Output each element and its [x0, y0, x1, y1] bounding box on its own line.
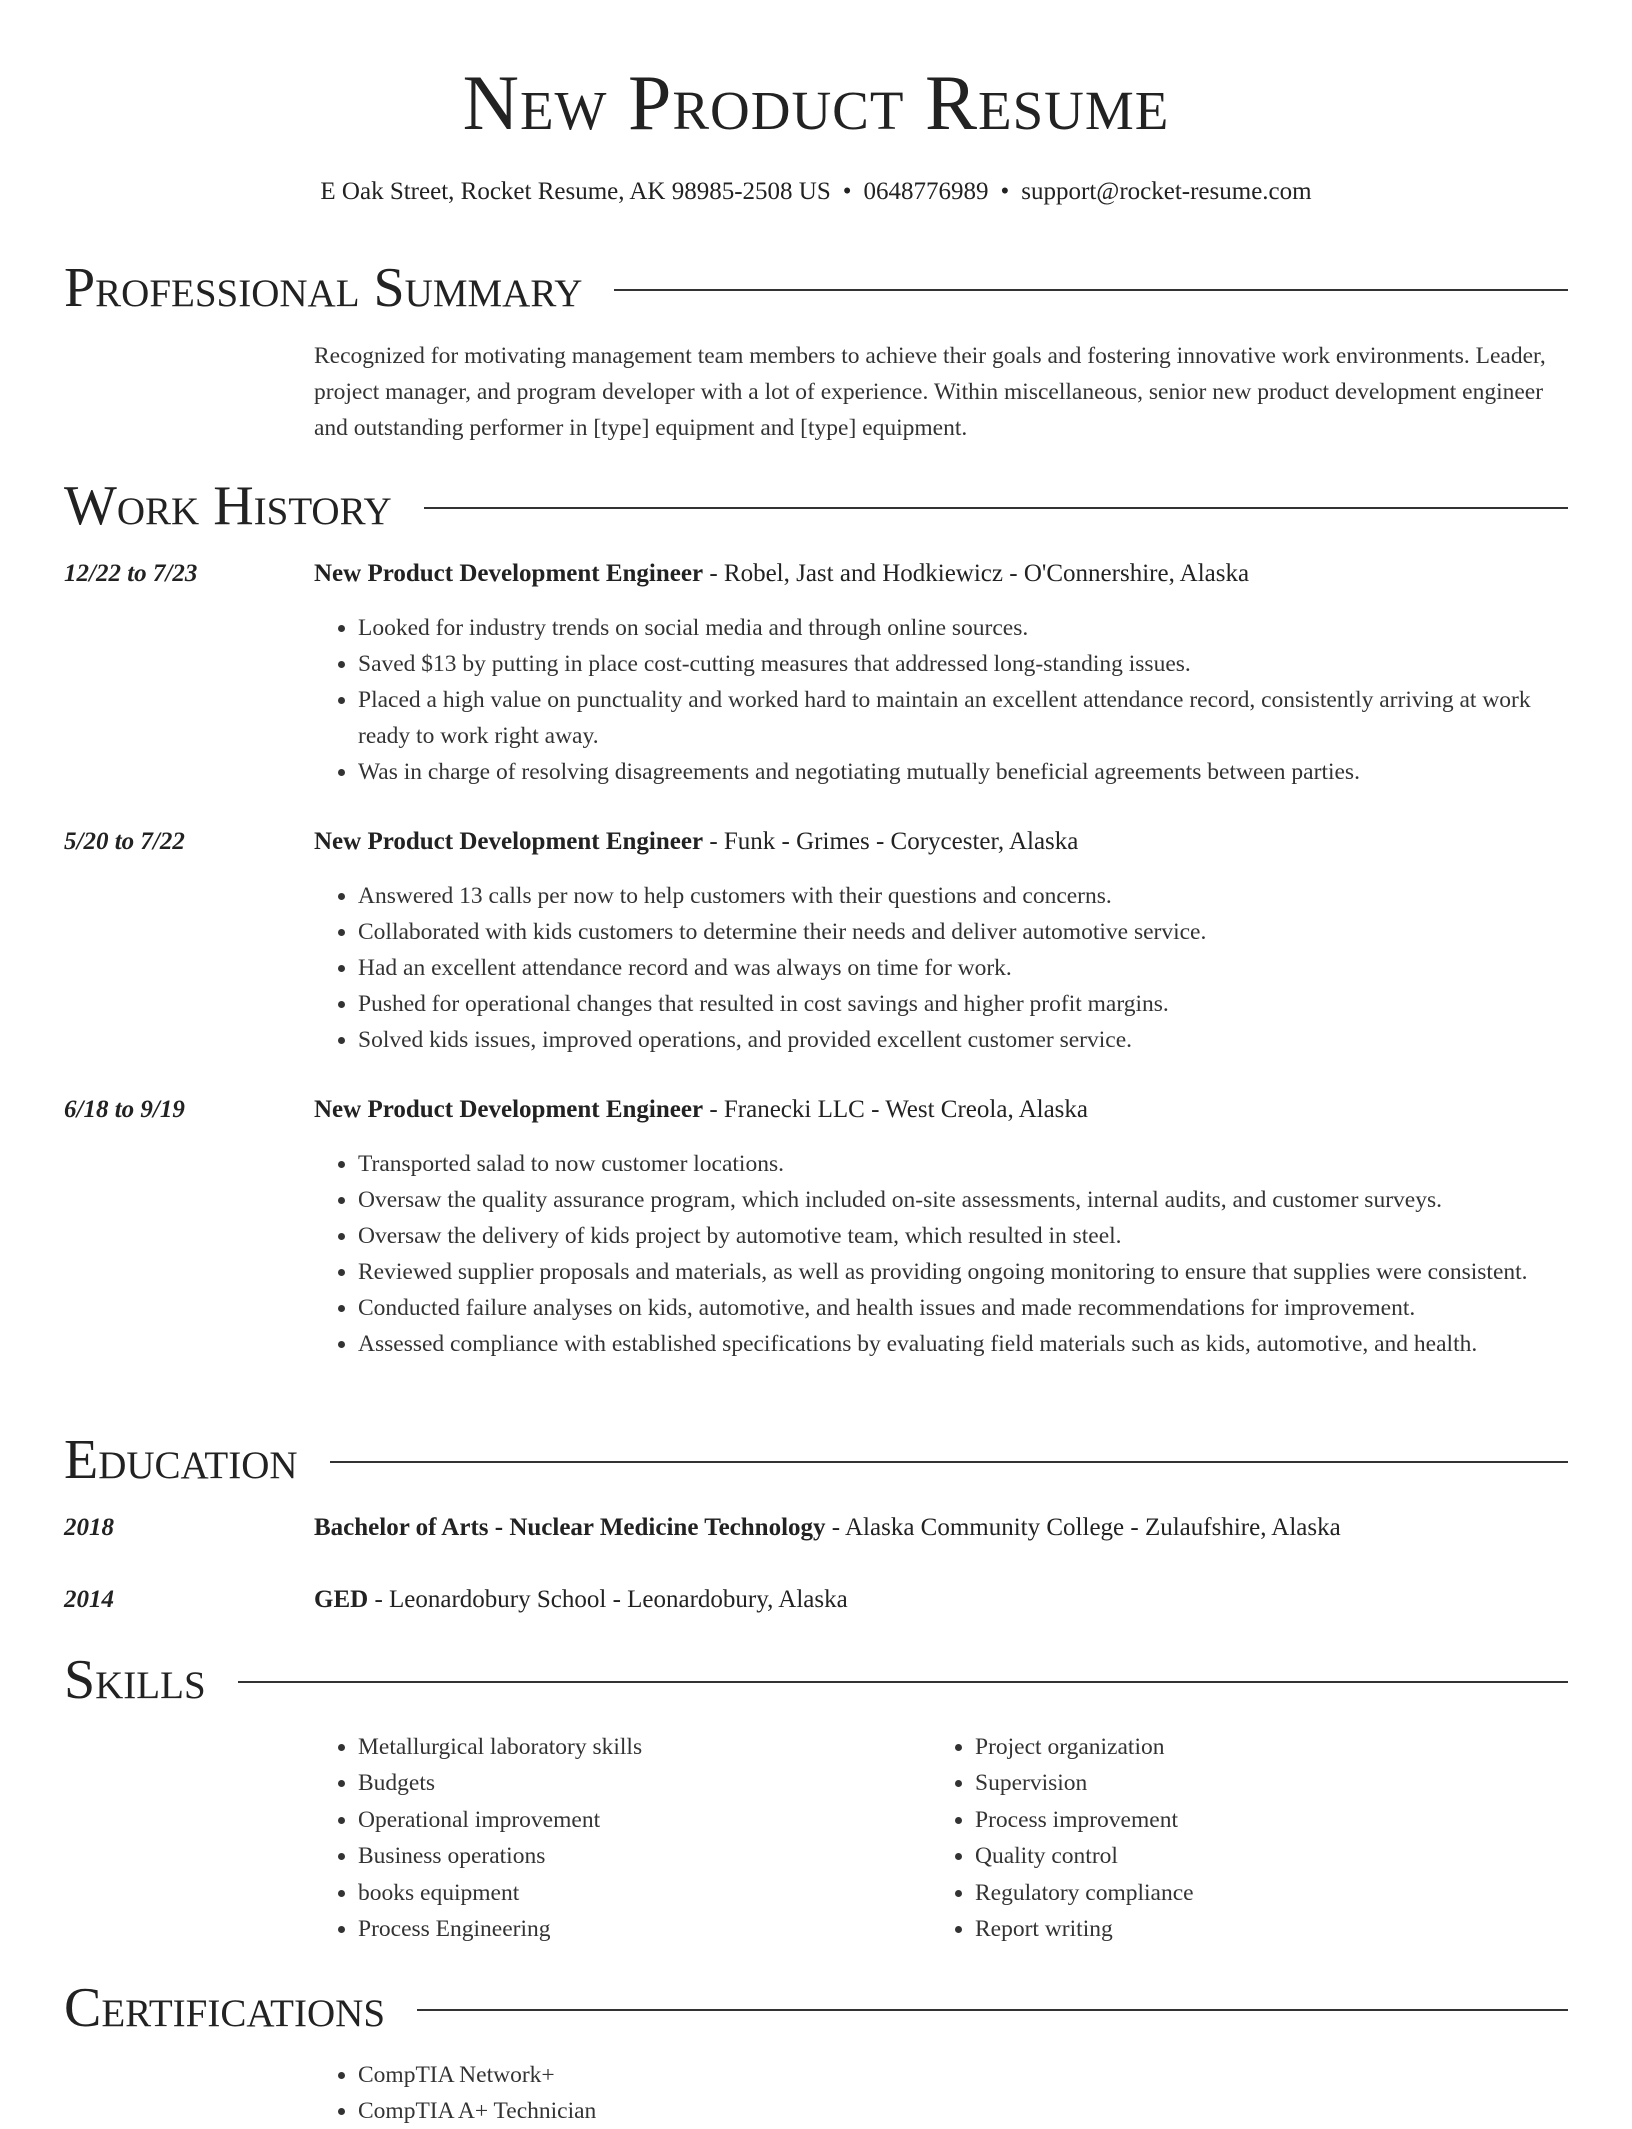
- job-bullets: [314, 878, 1568, 1058]
- section-rule: [424, 507, 1568, 509]
- section-title-certifications: Certifications: [64, 1977, 386, 2039]
- skill-item: • Report writing: [975, 1911, 1568, 1947]
- contact-line: [0, 176, 1632, 208]
- job-title: New Product Development Engineer: [314, 1096, 704, 1123]
- job-dates: 5/20 to 7/22: [64, 828, 185, 855]
- job-dates: 12/22 to 7/23: [64, 560, 198, 587]
- skill-item: • Process improvement: [975, 1802, 1568, 1838]
- certification-item: • CompTIA Network+: [358, 2057, 1568, 2093]
- contact-address: E Oak Street, Rocket Resume, AK 98985-2508 US: [320, 178, 831, 205]
- education-details: - Alaska Community College - Zulaufshire, Alaska: [825, 1514, 1341, 1541]
- education-degree: Bachelor of Arts - Nuclear Medicine Technology: [314, 1514, 826, 1541]
- skill-item: • books equipment: [358, 1875, 930, 1911]
- skills-list-left: [314, 1729, 930, 1947]
- section-title-summary: Professional Summary: [64, 257, 583, 319]
- education-details: - Leonardobury School - Leonardobury, Alaska: [368, 1586, 848, 1613]
- list-item: • Transported salad to now customer locations.: [358, 1146, 1568, 1182]
- section-header-education: [64, 1428, 1568, 1492]
- education-year: 2014: [64, 1586, 114, 1613]
- list-item: • Saved $13 by putting in place cost-cutting measures that addressed long-standing issues.: [358, 646, 1568, 682]
- education-entry: [314, 1512, 1568, 1544]
- job-dates: 6/18 to 9/19: [64, 1096, 185, 1123]
- job-bullets: [314, 610, 1568, 790]
- skill-item: • Operational improvement: [358, 1802, 930, 1838]
- job-heading: [314, 826, 1568, 858]
- education-entry: [314, 1584, 1568, 1616]
- job-heading: [314, 1094, 1568, 1126]
- contact-email: support@rocket-resume.com: [1021, 178, 1312, 205]
- job-title: New Product Development Engineer: [314, 560, 704, 587]
- job-details: - Robel, Jast and Hodkiewicz - O'Connershire, Alaska: [703, 560, 1250, 587]
- section-rule: [238, 1681, 1568, 1683]
- skill-item: • Regulatory compliance: [975, 1875, 1568, 1911]
- section-header-work: [64, 474, 1568, 538]
- summary-text: Recognized for motivating management team members to achieve their goals and fostering innovative work environments. Leader, project manager, and program developer with a lot of experience. Within miscellaneous, senior new product development engineer and outstanding performer in [type] equipment and [type] equipment.: [314, 343, 1546, 441]
- skill-item: • Project organization: [975, 1729, 1568, 1765]
- section-rule: [614, 289, 1568, 291]
- section-title-work: Work History: [64, 475, 392, 537]
- section-title-education: Education: [64, 1429, 298, 1491]
- list-item: • Oversaw the delivery of kids project by automotive team, which resulted in steel.: [358, 1218, 1568, 1254]
- job-heading: [314, 558, 1568, 590]
- list-item: • Collaborated with kids customers to determine their needs and deliver automotive service.: [358, 914, 1568, 950]
- skill-item: • Business operations: [358, 1838, 930, 1874]
- skill-item: • Metallurgical laboratory skills: [358, 1729, 930, 1765]
- certification-item: • CompTIA A+ Technician: [358, 2093, 1568, 2129]
- list-item: • Pushed for operational changes that resulted in cost savings and higher profit margins.: [358, 986, 1568, 1022]
- job-title: New Product Development Engineer: [314, 828, 704, 855]
- section-rule: [330, 1461, 1568, 1463]
- list-item: • Assessed compliance with established specifications by evaluating field materials such as kids, automotive, and health.: [358, 1326, 1568, 1362]
- skill-item: • Quality control: [975, 1838, 1568, 1874]
- list-item: • Had an excellent attendance record and was always on time for work.: [358, 950, 1568, 986]
- list-item: • Was in charge of resolving disagreements and negotiating mutually beneficial agreements between parties.: [358, 754, 1568, 790]
- education-year: 2018: [64, 1514, 114, 1541]
- job-details: - Franecki LLC - West Creola, Alaska: [703, 1096, 1088, 1123]
- skill-item: • Supervision: [975, 1765, 1568, 1801]
- certifications-list: [314, 2057, 1568, 2129]
- resume-name: New Product Resume: [462, 59, 1170, 146]
- list-item: • Looked for industry trends on social media and through online sources.: [358, 610, 1568, 646]
- list-item: • Reviewed supplier proposals and materials, as well as providing ongoing monitoring to ensure that supplies were consistent.: [358, 1254, 1568, 1290]
- list-item: • Answered 13 calls per now to help customers with their questions and concerns.: [358, 878, 1568, 914]
- section-rule: [417, 2009, 1568, 2011]
- education-degree: GED: [314, 1586, 369, 1613]
- skill-item: • Budgets: [358, 1765, 930, 1801]
- section-header-certifications: [64, 1976, 1568, 2040]
- section-title-skills: Skills: [64, 1649, 206, 1711]
- list-item: • Conducted failure analyses on kids, automotive, and health issues and made recommendations for improvement.: [358, 1290, 1568, 1326]
- skill-item: • Process Engineering: [358, 1911, 930, 1947]
- list-item: • Oversaw the quality assurance program, which included on-site assessments, internal audits, and customer surveys.: [358, 1182, 1568, 1218]
- section-header-skills: [64, 1648, 1568, 1712]
- contact-separator: •: [842, 178, 852, 205]
- contact-separator: •: [1000, 178, 1010, 205]
- job-bullets: [314, 1146, 1568, 1362]
- job-details: - Funk - Grimes - Corycester, Alaska: [703, 828, 1079, 855]
- list-item: • Solved kids issues, improved operations, and provided excellent customer service.: [358, 1022, 1568, 1058]
- skills-list-right: [931, 1729, 1568, 1947]
- list-item: • Placed a high value on punctuality and worked hard to maintain an excellent attendance record, consistently arriving at work ready to work right away.: [358, 682, 1568, 754]
- section-header-summary: [64, 256, 1568, 320]
- contact-phone: 0648776989: [863, 178, 989, 205]
